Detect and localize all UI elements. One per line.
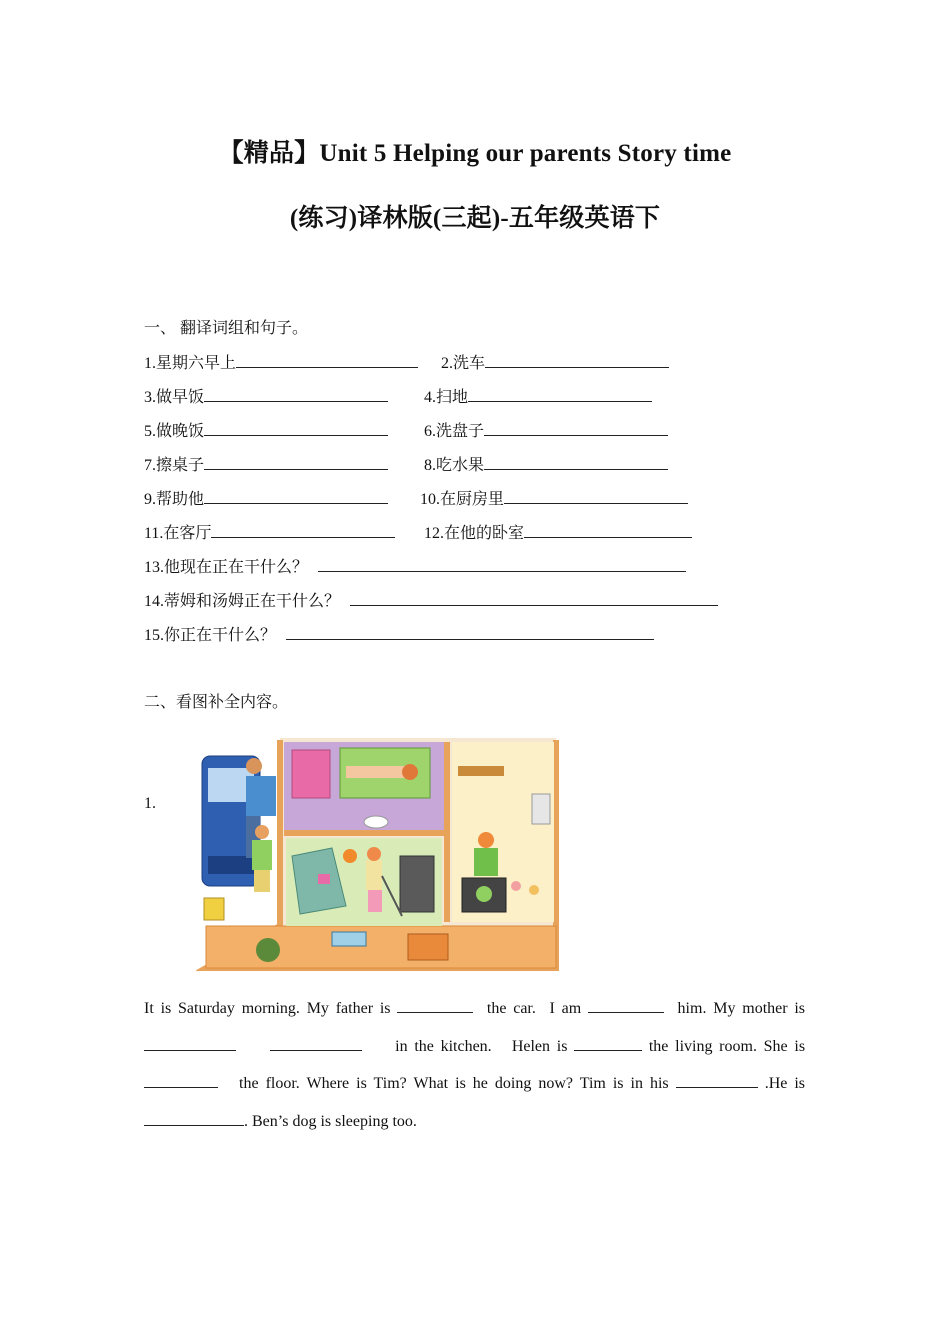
item-text: 星期六早上 [156, 355, 237, 372]
answer-blank[interactable] [204, 454, 388, 470]
answer-blank[interactable] [574, 1036, 642, 1051]
list-item [144, 522, 395, 544]
father-head [246, 758, 262, 774]
list-item [144, 454, 388, 476]
plant-pot [343, 849, 357, 863]
list-item [424, 454, 668, 476]
item-text: 擦桌子 [156, 457, 205, 474]
list-item [144, 590, 718, 612]
mother-head [478, 832, 494, 848]
section-2-heading: 二、看图补全内容。 [144, 694, 289, 711]
item-text: 在客厅 [163, 525, 212, 542]
list-item [144, 386, 388, 408]
passage-text: I am [549, 1000, 582, 1017]
fruit [529, 885, 539, 895]
list-item [420, 488, 688, 510]
girl-head [367, 847, 381, 861]
answer-blank[interactable] [588, 998, 664, 1013]
desk [292, 750, 330, 798]
answer-blank[interactable] [236, 352, 418, 368]
item-text: 他现在正在干什么？ [164, 559, 309, 576]
sleeping-boy-head [402, 764, 418, 780]
cushion [318, 874, 330, 884]
answer-blank[interactable] [350, 590, 718, 606]
item-text: 在厨房里 [440, 491, 505, 508]
item-number: 12. [424, 525, 444, 542]
section-1-heading: 一、 翻译词组和句子。 [144, 320, 309, 337]
passage-text: .He is [764, 1075, 806, 1092]
answer-blank[interactable] [468, 386, 652, 402]
picture-number: 1. [144, 795, 156, 812]
item-text: 在他的卧室 [444, 525, 525, 542]
item-number: 10. [420, 491, 440, 508]
inner-wall [444, 742, 450, 922]
list-item [424, 522, 692, 544]
passage-text: the living room. She is [648, 1037, 806, 1055]
potted-plant [256, 938, 280, 962]
answer-blank[interactable] [485, 352, 669, 368]
passage-text: the floor. Where is Tim? What is he doing now? Tim is in his [239, 1075, 669, 1092]
list-item [144, 556, 686, 578]
car-grille [208, 856, 254, 874]
item-text: 帮助他 [156, 491, 205, 508]
item-text: 洗车 [453, 355, 486, 372]
item-number: 3. [144, 389, 156, 406]
tv [400, 856, 434, 912]
item-text: 你正在干什么？ [164, 627, 277, 644]
list-item [441, 352, 669, 374]
item-number: 14. [144, 593, 164, 610]
inner-wall [284, 830, 444, 836]
sink [532, 794, 550, 824]
item-number: 9. [144, 491, 156, 508]
item-text: 扫地 [436, 389, 469, 406]
item-number: 4. [424, 389, 436, 406]
answer-blank[interactable] [204, 488, 388, 504]
passage-text: him. My mother is [677, 1000, 806, 1017]
item-number: 13. [144, 559, 164, 576]
front-door [408, 934, 448, 960]
answer-blank[interactable] [144, 1111, 244, 1126]
page-title-line-1: 【精品】Unit 5 Helping our parents Story time [218, 140, 732, 167]
item-number: 15. [144, 627, 164, 644]
front-window [332, 932, 366, 946]
passage-text: It is Saturday morning. My father is [144, 1000, 391, 1017]
answer-blank[interactable] [484, 454, 668, 470]
item-text: 做晚饭 [156, 423, 205, 440]
item-number: 6. [424, 423, 436, 440]
page-title-line-2: (练习)译林版(三起)-五年级英语下 [289, 205, 661, 232]
list-item [144, 420, 388, 442]
house-chores-illustration [196, 736, 562, 972]
answer-blank[interactable] [397, 998, 473, 1013]
girl-legs [368, 890, 382, 912]
item-number: 8. [424, 457, 436, 474]
answer-blank[interactable] [318, 556, 686, 572]
girl-sweeping [366, 860, 382, 890]
passage-text: in the kitchen. [395, 1037, 492, 1055]
item-text: 洗盘子 [436, 423, 485, 440]
father [246, 776, 276, 816]
passage-text: Helen is [511, 1037, 568, 1055]
boy-helping [252, 840, 272, 870]
mother [474, 848, 498, 876]
answer-blank[interactable] [144, 1073, 218, 1088]
list-item [144, 488, 388, 510]
answer-blank[interactable] [504, 488, 688, 504]
item-number: 1. [144, 355, 156, 372]
answer-blank[interactable] [211, 522, 395, 538]
item-number: 11. [144, 525, 164, 542]
item-number: 7. [144, 457, 156, 474]
list-item [144, 352, 418, 374]
item-text: 吃水果 [436, 457, 485, 474]
list-item [144, 624, 654, 646]
sleeping-dog [364, 816, 388, 828]
item-text: 蒂姆和汤姆正在干什么？ [164, 593, 341, 610]
kitchen-table [458, 766, 504, 776]
answer-blank[interactable] [270, 1036, 362, 1051]
passage-text: the car. [486, 1000, 536, 1017]
item-number: 2. [441, 355, 453, 372]
answer-blank[interactable] [204, 420, 388, 436]
passage-text: . Ben’s dog is sleeping too. [244, 1112, 417, 1130]
boy-head [255, 825, 269, 839]
bucket [204, 898, 224, 920]
answer-blank[interactable] [144, 1036, 236, 1051]
answer-blank[interactable] [676, 1073, 758, 1088]
boy-legs [254, 870, 270, 892]
answer-blank[interactable] [204, 386, 388, 402]
answer-blank[interactable] [286, 624, 654, 640]
list-item [424, 386, 652, 408]
list-item [424, 420, 668, 442]
item-number: 5. [144, 423, 156, 440]
pan [476, 886, 492, 902]
item-text: 做早饭 [156, 389, 205, 406]
answer-blank[interactable] [484, 420, 668, 436]
fruit [511, 881, 521, 891]
cloze-passage [144, 990, 805, 1140]
answer-blank[interactable] [524, 522, 692, 538]
